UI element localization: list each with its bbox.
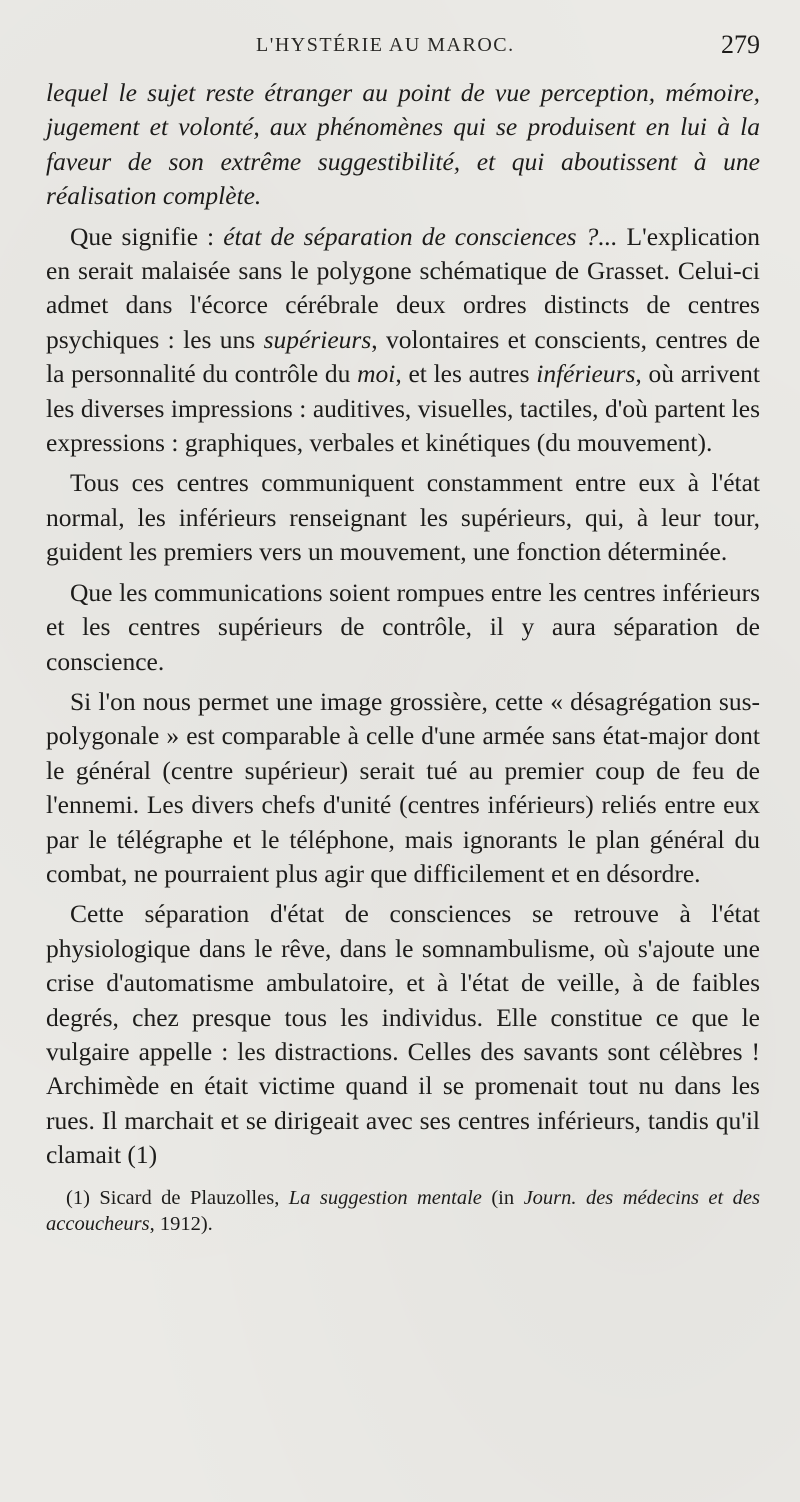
paragraph (46, 76, 760, 214)
italic-text: inférieurs (536, 359, 636, 389)
text-run: Tous ces centres communiquent constamment entre eux à l'état normal, les inférieurs renseignant les supérieurs, qui, à leur tour, guident les premiers vers un mouvement, une fonction déterminée. (46, 468, 760, 567)
text-run: (1) Sicard de Plauzolles, (66, 1186, 289, 1209)
running-head (46, 28, 760, 76)
text-run: , volontaires et conscients, centres de la personnalité du contrôle du (46, 324, 761, 389)
text-run: Que les communications soient rompues entre les centres inférieurs et les centres supérieurs de contrôle, il y aura séparation de conscience. (46, 577, 760, 676)
text-run: L'explication en serait malaisée sans le polygone schématique de Grasset. Celui-ci admet dans l'écorce cérébrale deux ordres distincts de centres psychiques : les uns (46, 221, 761, 354)
running-title: L'HYSTÉRIE AU MAROC. (256, 34, 515, 56)
text-run: , 1912). (149, 1212, 213, 1235)
italic-text: Journ. des médecins et des accoucheurs (46, 1186, 760, 1235)
paragraph (46, 685, 760, 891)
text-run: Cette séparation d'état de consciences se retrouve à l'état physiologique dans le rêve, dans le somnambulisme, où s'ajoute une crise d'automatisme ambulatoire, et à l'état de veille, à de faibles degrés, chez presque tous les individus. Elle constitue ce que le vulgaire appelle : les distractions. Celles des savants sont célèbres ! Archimède en était victime quand il se promenait tout nu dans les rues. Il marchait et se dirigeait avec ses centres inférieurs, tandis qu'il clamait (1) (46, 899, 760, 1170)
italic-text: supérieurs (263, 324, 372, 354)
footnote (46, 1185, 760, 1237)
text-run: , où arrivent les diverses impressions : auditives, visuelles, tactiles, d'où partent les expressions : graphiques, verbales et kinétiques (du mouvement). (46, 359, 760, 458)
body-text (46, 76, 760, 1173)
page-number: 279 (721, 30, 760, 59)
paragraph (46, 466, 760, 569)
italic-text: moi (357, 359, 396, 389)
text-run: Si l'on nous permet une image grossière, cette « désagrégation sus-polygonale » est comparable à celle d'une armée sans état-major dont le général (centre supérieur) serait tué au premier coup de feu de l'ennemi. Les divers chefs d'unité (centres inférieurs) reliés entre eux par le télégraphe et le téléphone, mais ignorants le plan général du combat, ne pourraient plus agir que difficilement et en désordre. (46, 686, 760, 888)
paragraph (46, 897, 760, 1172)
text-run: , et les autres (395, 359, 537, 389)
italic-text: La suggestion mentale (288, 1186, 482, 1209)
italic-text: lequel le sujet reste étranger au point de vue perception, mémoire, jugement et volonté, aux phénomènes qui se produisent en lui à la faveur de son extrême suggestibilité, et qui aboutissent à une réalisation complète. (46, 78, 760, 211)
text-run: (in (481, 1186, 524, 1209)
text-run: Que signifie : (70, 221, 224, 251)
italic-text: état de séparation de consciences ?... (223, 221, 618, 251)
paragraph (46, 576, 760, 679)
footnotes (46, 1185, 760, 1237)
paragraph (46, 220, 760, 461)
